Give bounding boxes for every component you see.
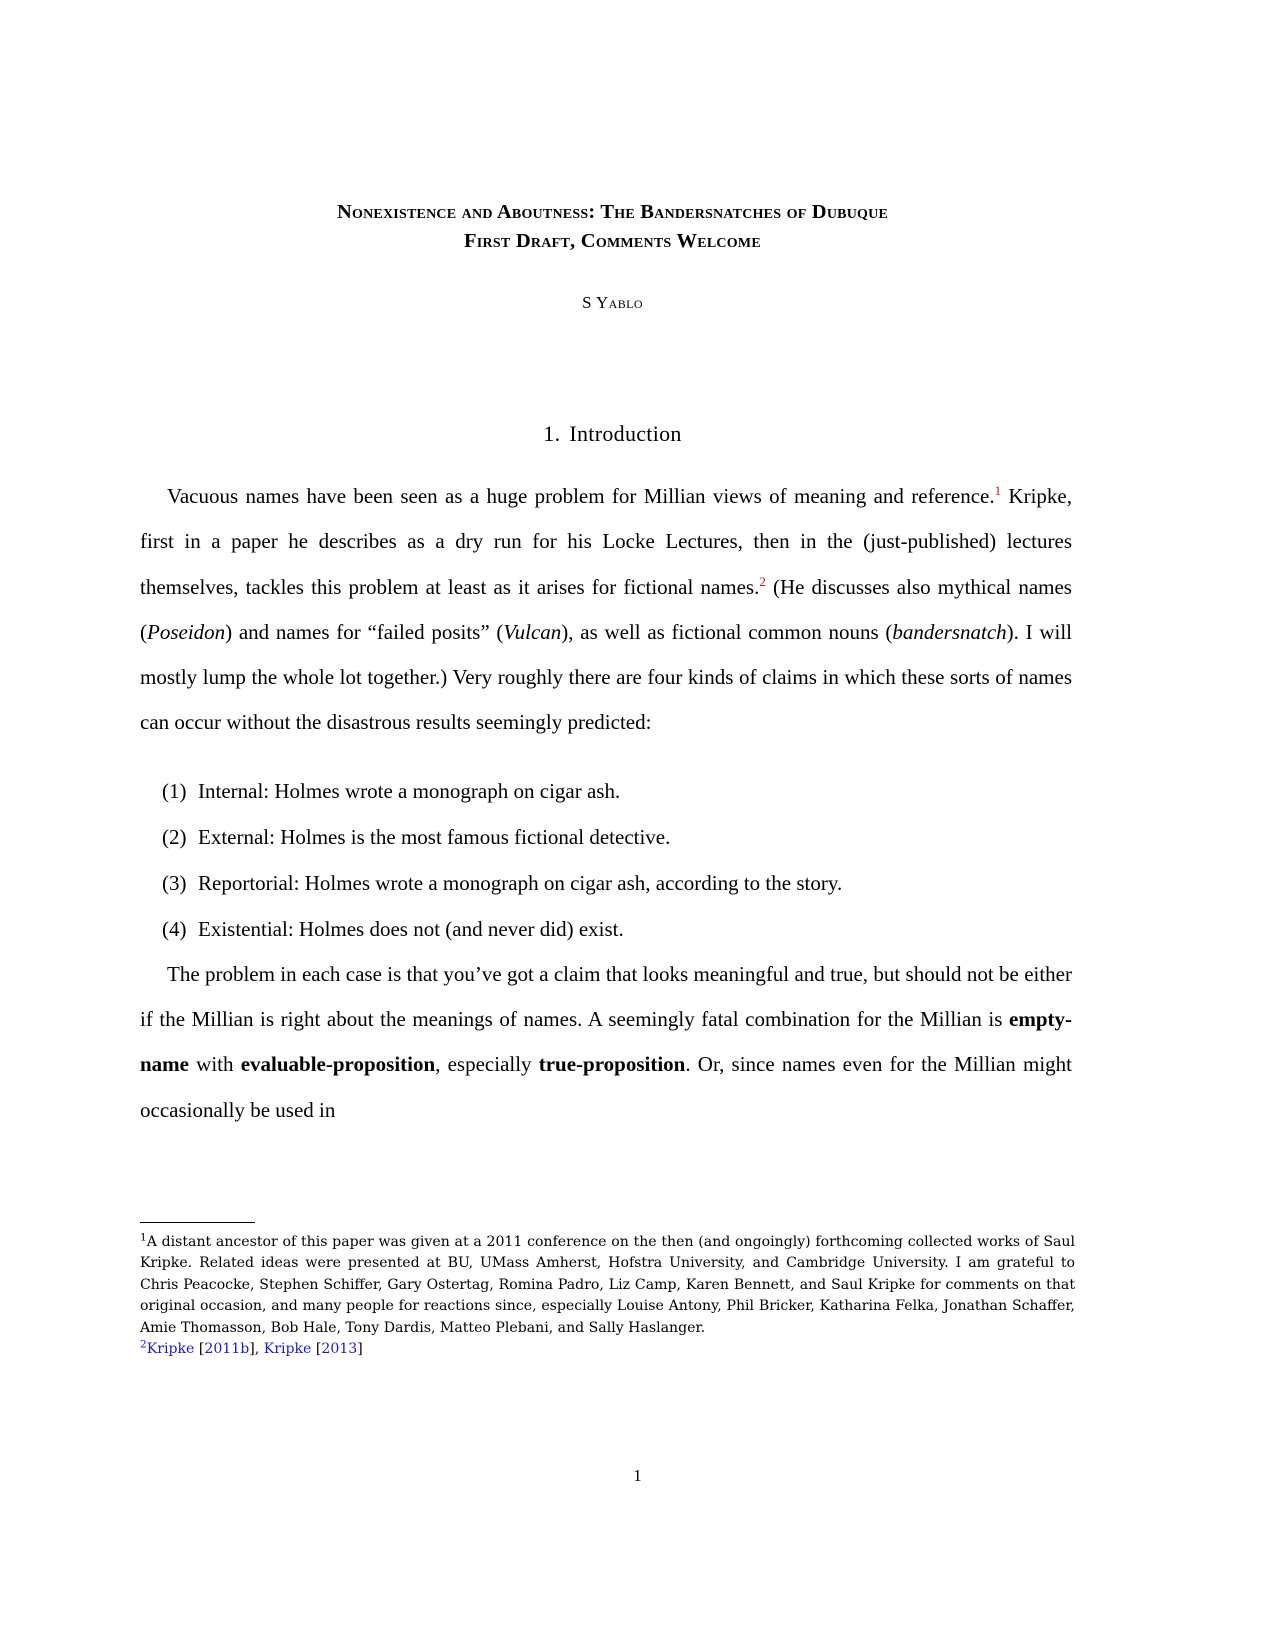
citation-bracket-close-2: ] [357,1341,363,1358]
citation-link-kripke-2011b-year[interactable]: 2011b [204,1341,250,1358]
list-item [140,814,1072,860]
italic-term-vulcan: Vulcan [503,619,562,644]
claim-text: Existential: Holmes does not (and never did) exist. [198,916,624,941]
footnote-area [140,1222,1075,1360]
claim-label: (1) [162,778,187,803]
claim-text: Reportorial: Holmes wrote a monograph on cigar ash, according to the story. [198,870,843,895]
italic-term-bandersnatch: bandersnatch [892,619,1007,644]
para1-segment-a: Vacuous names have been seen as a huge problem for Millian views of meaning and reference. [167,484,995,508]
para2-segment-c: , especially [435,1052,539,1077]
para1-segment-c: (He discusses also mythical names ( [140,574,1072,644]
claim-text: External: Holmes is the most famous fictional detective. [198,824,671,849]
para2-segment-d: . Or, since names even for the Millian might occasionally be used in [140,1052,1072,1122]
claim-label: (3) [162,870,187,895]
list-item [140,860,1072,906]
list-item [140,768,1072,814]
footnote-separator-rule [140,1222,255,1223]
bold-term-evaluable-proposition: evaluable-proposition [240,1052,436,1077]
footnote-2-number: 2 [140,1338,147,1351]
footnote-1-text: A distant ancestor of this paper was given at a 2011 conference on the then (and ongoingly) forthcoming collected works of Saul Kripke. Related ideas were presented at BU, UMass Amherst, Hofstra University, and Cambridge University. I am grateful to Chris Peacocke, Stephen Schiffer, Gary Ostertag, Romina Padro, Liz Camp, Karen Bennett, and Saul Kripke for comments on that original occasion, and many people for reactions since, especially Louise Antony, Phil Bricker, Katharina Felka, Jonathan Schaffer, Amie Thomasson, Bob Hale, Tony Dardis, Matteo Plebani, and Sally Haslanger. [140,1234,1075,1336]
title-line-primary: Nonexistence and Aboutness: The Bandersnatches of Dubuque [336,201,889,223]
para2-segment-b: with [189,1052,241,1077]
citation-link-kripke-2011b-author[interactable]: Kripke [146,1341,195,1358]
citation-bracket-close-1: ], [249,1341,264,1358]
claim-label: (4) [162,916,187,941]
paper-title [140,198,1085,256]
para1-segment-b: Kripke, first in a paper he describes as a dry run for his Locke Lectures, then in the (just-published) lectures themselves, tackles this problem at least as it arises for fictional names. [140,484,1072,599]
section-title: Introduction [569,421,682,446]
para1-segment-f: ). I will mostly lump the whole lot together.) Very roughly there are four kinds of claims in which these sorts of names can occur without the disastrous results seemingly predicted: [140,619,1072,735]
citation-link-kripke-2013-author[interactable]: Kripke [263,1341,312,1358]
citation-bracket-open-1: [ [194,1341,205,1358]
list-item [140,906,1072,952]
page-number: 1 [633,1466,642,1485]
bold-term-true-proposition: true-proposition [538,1052,686,1077]
paragraph-intro [140,474,1072,746]
author-name: S Yablo [582,293,643,312]
paragraph-problem [140,952,1072,1133]
footnote-marker-1[interactable]: 1 [994,483,1002,498]
italic-term-poseidon: Poseidon [147,619,226,644]
footnote-marker-2[interactable]: 2 [759,573,766,589]
claim-text: Internal: Holmes wrote a monograph on cigar ash. [198,778,621,803]
body-column [140,474,1072,1133]
citation-bracket-open-2: [ [311,1341,322,1358]
section-heading-introduction [140,421,1085,447]
footnote-1 [140,1232,1075,1339]
bold-term-empty-name: empty-name [140,1007,1072,1077]
para2-segment-a: The problem in each case is that you’ve got a claim that looks meaningful and true, but should not be either if the Millian is right about the meanings of names. A seemingly fatal combination for the Millian is [140,961,1072,1032]
footnote-2 [140,1339,1075,1360]
citation-link-kripke-2013-year[interactable]: 2013 [321,1341,358,1358]
para1-segment-d: ) and names for “failed posits” ( [225,619,504,644]
title-line-subtitle: First Draft, Comments Welcome [464,230,761,253]
footnote-1-number: 1 [140,1231,147,1244]
claim-label: (2) [162,824,187,849]
claims-list [140,768,1072,952]
section-number: 1. [543,421,561,446]
para1-segment-e: ), as well as fictional common nouns ( [561,619,893,644]
